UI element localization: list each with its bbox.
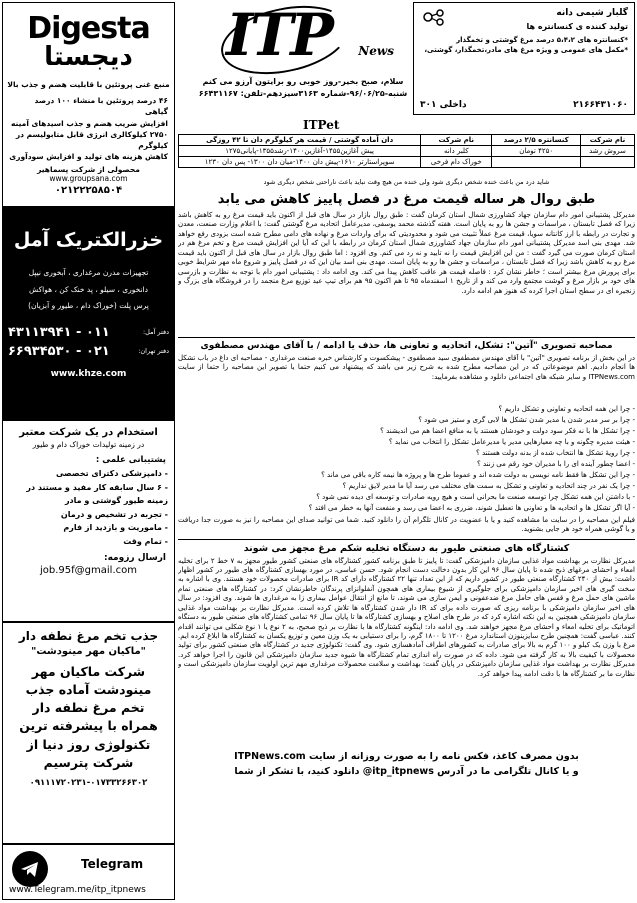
digesta-bullet: افزایش ضریب هضم و جذب اسیدهای آمینه xyxy=(11,118,168,128)
question-item: - چرا یک نفر در چند اتحادیه و تعاونی و تشکل به سمت های مختلف می رسد آیا ما مدیر لایق نداریم ؟ xyxy=(342,482,635,490)
telegram-link[interactable]: www.Telegram.me/itp_itpnews xyxy=(9,885,146,895)
job-subtitle: در زمینه تولیدات خوراک دام و طیور xyxy=(32,440,145,449)
khazar-line: پرس پلت (خوراک دام ، طیور و آبزیان) xyxy=(28,301,149,310)
sponsor-phone: ۲۱۶۶۴۳۱۰۶۰ xyxy=(573,100,628,110)
chemistry-icon xyxy=(422,7,448,27)
sponsor-title: تولید کننده ی کنسانتره ها xyxy=(526,21,628,31)
article1-headline: طبق روال هر ساله قیمت مرغ در فصل پاییز کاهش می یابد xyxy=(217,192,596,207)
job-item: - ۶ سال سابقه کار مفید و مستند در xyxy=(26,482,168,492)
seed-body-line: شرکت ماکیان مهر xyxy=(31,664,146,679)
khazar-line: دانخوری ، سیلو ، پد خنک کن ، هواکش xyxy=(29,284,148,294)
digesta-bullet: کاهش هزینه های تولید و افزایش سودآوری xyxy=(9,152,168,162)
article3-body: مدیرکل نظارت بر بهداشت مواد غذایی سازمان دامپزشکی گفت: تا پاییز تا طبق برنامه کشور کشتارگاه های صنعتی کشور طیور مجهز به ۷ خط ۲ برای تخلیه امعاء و احشای مرغهای ذبح شده تا پایان سال ۹۶ این کار بدون دخالت دست انجام شود. حسن عباسی، در مورد بهسازی کشتارگاه های طیور در کشور اظهار داشت: بیش از ۲۴۰ کشتارگاه صنعتی طیور در کشور داریم که از این تعداد تنها ۲۲ کشتارگاه دارای کد IR برای صادرات محصولات خود هستند. وی با اشاره به سخت گیری های اخیر سازمان دامپزشکی برای جلوگیری از شیوع بیماری های همچون آنفلوانزای پرندگان خاطرنشان کرد: در کشتارگاه های صنعتی تمام ماشین های حمل مرغ و قفس های حامل مرغ ضدعفونی و ایمن سازی می شوند، تا مانع از انتقال عوامل بیماری زا به مرغداری ها شوند. وی افزود: در سال های اخیر سازمان دامپزشکی با برنامه ریزی که صورت داده برای کد IR دار شدن کشتارگاه ها تلاش کرده است. مدیرکل نظارت بر بهداشت مواد غذایی سازمان دامپزشکی همچنین به این نکته اشاره کرد که در طرح های اصلاح و بهسازی کشتارگاه ها تا پایان سال ۹۶ تمامی کشتارگاه های صنعتی طیور به دستگاه اتوماتیک برای تخلیه امعاء و احشای مرغ مجهز خواهند شد. وی ادامه داد: اینگونه کشتارگاه ها با نظارت بر ذبح صحیح، به ۲ نوع یا ۱ نوع شکلی می توانند اقدام کنند. عباسی گفت: همچنین طرح سایزینوزن استاندارد مرغ ۱۲۰۰ تا ۱۸۰۰ گرم، را برای دستیابی به یک وزن معین و توزیع یکسان به کشتارگاه ها ابلاغ کرده ایم. مرغ با وزن یک کیلو و ۱۰۰ گرم به بالا برای صادرات به کشورهای اطراف آمادهسازی شود. وی گفت: تکنولوژی جدید در کشتارگاه های صنعتی کشور برای تولید محصولات با کیفیت بالا به کار گرفته می شود. داده که در صورت راه اندازی تمام کشتارگاه ها شیوه جدید سازمان دامپزشکی این قانون را اجرا خواهد کرد. مدیرکل نظارت بر بهداشت مواد غذایی سازمان دامپزشکی در پایان گفت: بهداشت و سلامت محصولات مرغداری مهم ترین اولویت سازمان دامپزشکی است و نظارت ما بر کشتارگاه ها با دقت ادامه پیدا خواهد کرد. xyxy=(178,556,635,678)
greeting-block xyxy=(198,76,408,99)
table-cell: پیش آغازین۱۴۵۵-آغازین۱۴۰۰-رشد۱۳۵۵-پایانی۱۲۷۵ xyxy=(179,146,421,157)
divider xyxy=(178,539,635,540)
khazar-title: خزرالکتریک آمل xyxy=(13,229,164,251)
sponsor-ext: داخلی ۳۰۱ xyxy=(420,100,467,110)
job-item: - دامپزشکی دکترای تخصصی xyxy=(55,469,168,478)
job-title: استخدام در یک شرکت معتبر xyxy=(19,427,158,438)
itpet-logo: ITPet xyxy=(303,118,340,132)
divider xyxy=(178,337,635,338)
footer-line-1: بدون مصرف کاغذ، فکس نامه را به صورت روزانه از سایت ITPNews.com xyxy=(234,750,579,762)
logo-subtext: News xyxy=(358,44,394,58)
seed-body-line: شرکت پترسیم xyxy=(43,754,134,770)
seed-phones: ۰۹۱۱۱۷۲۰۲۳۱-۰۱۷۳۳۲۶۶۳۰۲ xyxy=(29,777,148,788)
seed-body-line: تکنولوژی روز دنیا از xyxy=(26,736,151,752)
issue-line: شنبه-۹۶/۰۶/۲۵-شماره ۳۱۶۳سیزدهم-تلفن: ۶۶۴۳۱۱۶۷ xyxy=(198,88,408,98)
digesta-website[interactable]: www.groupsana.com xyxy=(49,173,128,183)
digesta-bullet: ۲۷۵۰ کیلوکالری انرژی قابل متابولیسم در کیلوگرم xyxy=(15,129,168,150)
article2-questions xyxy=(178,404,635,514)
job-email[interactable]: job.95f@gmail.com xyxy=(40,564,137,576)
table-cell: نام شرکت xyxy=(421,135,492,146)
sponsor-brand: گلبار شیمی دانه xyxy=(556,8,628,18)
job-item: - ماموریت و بازدید از فارم xyxy=(63,523,168,533)
table-note: شاید درد من باعث خنده شخص دیگری شود ولی خنده من هیچ وقت نباید باعث ناراحتی شخص دیگری شود xyxy=(263,178,550,186)
job-resume-label: ارسال رزومه: xyxy=(103,552,166,563)
table-cell xyxy=(581,157,635,168)
table-cell: خوراک دام فرخی xyxy=(421,157,492,168)
job-item: زمینه طیور گوشتی و مادر xyxy=(64,496,168,506)
footer-line-2: و یا کانال تلگرامی ما در آدرس itp_itpnews@ دانلود کنید، با تشکر از شما xyxy=(234,765,579,777)
sponsor-row: *کنسانتره های ۵،۴،۲ درصد مرغ گوشتی و تخمگذار xyxy=(456,35,628,44)
article2-headline: مصاحبه تصویری "آتین": تشکل، اتحادیه و تعاونی ها، حذف یا ادامه / با آقای مهندس مصطفوی xyxy=(200,341,613,351)
digesta-tagline: منبع غنی پروتئین با قابلیت هضم و جذب بالا xyxy=(7,80,170,89)
khazar-tehran-label: دفتر تهران: xyxy=(138,347,169,355)
table-cell: ۴۲۵۰ تومان xyxy=(492,146,581,157)
seed-body-line: مینودشت آماده جذب xyxy=(25,682,152,698)
itp-news-logo xyxy=(226,1,396,72)
job-ad xyxy=(2,420,175,622)
seed-body-line: همراه با پیشرفته ترین xyxy=(19,718,158,734)
article1-body: مدیرکل پشتیبانی امور دام سازمان جهاد کشاورزی شمال استان کرمان گفت : طبق روال بازار در سال های قبل از اکنون باید قیمت مرغ رو به کاهش باشد زیرا که فصل تابستان ، مراسمات و جشن ها رو به پایان است. هفته گذشته محمد یوسفی، مدیرعامل اتحادیه مرغ گوشتی گفت: با اعلام وزارت صنعت، معدن و تجارت در رابطه با ارز کانتانه سویا، قیمت مرغ عملاً تثبیت می شود و محدودیتی که برای واردات مرغ و نهاده های دامی مطرح شده است بزودی رفع خواهد شد. مهدی بنی اسد مدیرکل پشتیبانی امور دام سازمان جهاد کشاورزی شمال استان کرمان در رابطه با این که آیا این افزایش قیمت مرغ و تخم مرغ هم در استان کرمان صورت می گیرد گفت : من این افزایش قیمت را نه تایید و نه رد می کنم. وی افزود : اما طبق روال بازار در سال های قبل از اکنون باید قیمت مرغ رو به کاهش باشد زیرا که فصل تابستان ، مراسمات و جشن ها رو به پایان است. مهدی بنی اسد بیان این که در فصل پاییز و شروع ماه مهر شرایط خوبی برای پرورش مرغ بیشتر است ؛ خاطر نشان کرد : فاصله قیمت هر عاقب کاهش پیدا می کند. وی ادامه داد : پشتیبانی امور دام با توجه به نظارت و بازرسی های خود بر بازار مرغ و گوشت مجتمع وارد می کند و از تاریخ ۱ اسفندماه ۹۵ تا هم اکنون ۹۵ هم برای تیپ عید توزیع مرغ منجمد را در فروشگاه های بزرگ و زنجیره ای در سطح استان اجرا کرده که هنوز هم ادامه دارد. xyxy=(178,211,635,295)
table-cell: دان آماده گوشتی / قیمت هر کیلوگرم دان تا ۴۲ روزگی xyxy=(179,135,421,146)
digesta-ad xyxy=(2,2,175,207)
sponsor-row: *مکمل های عمومی و ویژه مرغ های مادر،تخمگذار، گوشتی، xyxy=(424,46,628,54)
price-table-section xyxy=(178,118,635,186)
khazar-ad xyxy=(2,207,175,420)
question-item: - اعضا چطور آینده ای را با مدیران خود رقم می زنند ؟ xyxy=(477,460,635,468)
job-support-label: پشتیبانی علمی : xyxy=(95,455,166,465)
table-cell: سروش رشد xyxy=(581,146,635,157)
question-item: - چرا رویهٔ تشکل ها انتخاب شده از بدنه دولت هستند ؟ xyxy=(476,449,635,457)
table-cell xyxy=(492,157,581,168)
seed-subtitle: "ماکیان مهر مینودشت" xyxy=(31,646,146,657)
question-item: - هیئت مدیره چگونه و با چه معیارهایی مدیر یا مدیرعامل تشکل را انتخاب می نماید ؟ xyxy=(388,438,635,446)
articles xyxy=(178,190,635,900)
digesta-logo-latin: Digesta xyxy=(27,11,150,46)
table-cell: سوپراستارتر ۱۶۱۰-پیش دان ۱۴۰۰-میان دان ۱۳۰۰- پس دان ۱۲۳۰ xyxy=(179,157,421,168)
khazar-line: تجهیزات مدرن مرغداری ، آبخوری نیپل xyxy=(28,268,149,277)
digesta-phone: ۰۲۱۲۲۲۵۸۵۰۴ xyxy=(54,184,123,196)
footer xyxy=(178,749,635,779)
question-item: - آیا اگر تشکل ها و اتحادیه ها و تعاونی ها تعطیل شوند، ضرری به اعضا می رسد و منفعت آنها به خطر می افتد ؟ xyxy=(308,504,635,512)
digesta-logo-persian: دیجستا xyxy=(44,42,133,72)
article3-headline: کشتارگاه های صنعتی طیور به دستگاه تخلیه شکم مرغ مجهز می شوند xyxy=(243,542,570,554)
sponsor-box xyxy=(413,2,635,115)
seed-body-line: تخم مرغ نطفه دار xyxy=(32,700,145,716)
table-cell: نام شرکت xyxy=(581,135,635,146)
question-item: - با داشتن این همه تشکل چرا توسعه صنعت ما بحرانی است و هیچ رویه صادرات و توسعه ای دیده نمی شود ؟ xyxy=(316,493,635,501)
telegram-icon xyxy=(12,851,48,887)
logo-text: ITP xyxy=(226,1,331,69)
price-table xyxy=(178,134,635,168)
khazar-amol-label: دفتر آمل: xyxy=(142,328,169,336)
article2-intro: در این بخش از برنامه تصویری "آتین" با آقای مهندس مصطفوی سید مصطفوی - پیشکسوت و کارشناس خبره صنعت مرغداری - مصاحبه ای داغ در باب تشکل ها انجام دادیم. اهم موضوعاتی که در این مصاحبه مطرح شده به شرح زیر می باشد که پیشنهاد می کنیم حتما یا تصویر این مصاحبه را حتما از سایت ITPNews.com و سایر شبکه های اجتماعی دانلود و مشاهده بفرمایید: xyxy=(178,354,635,381)
digesta-bullet: ۴۶ درصد پروتئین با منشاء ۱۰۰ درصد گیاهی xyxy=(34,96,168,117)
question-item: - چرا این تشکل ها فقط نامه نویسی به دولت شده اند و عموما طرح ها و پروژه ها نیمه کاره باقی می ماند ؟ xyxy=(321,471,635,479)
article2-outro: فیلم این مصاحبه را در سایت ما مشاهده کنید و یا با عضویت در کانال تلگرام آن را دانلود کنید. شما می توانید صدای این مصاحبه را نیز به صورت جدا دریافت و یا گوشی همراه خود هر جایی بشنوید. xyxy=(178,515,635,533)
question-item: - چرا تشکل ها با نه فکر سود دولت و خودشان هستند یا به منافع اعضا هم می اندیشند ؟ xyxy=(380,427,635,435)
table-cell: کنسانتره ۲/۵ درصد xyxy=(492,135,581,146)
header xyxy=(178,2,635,115)
question-item: - چرا این همه اتحادیه و تعاونی و تشکل داریم ؟ xyxy=(498,405,635,413)
left-ad-column xyxy=(2,2,175,900)
khazar-tehran-phone: ۰۲۱ - ۶۶۹۳۴۵۳۰ xyxy=(8,343,110,359)
khazar-website[interactable]: www.khze.com xyxy=(50,368,127,379)
job-item: - تمام وقت xyxy=(123,536,168,546)
telegram-ad xyxy=(2,844,175,900)
question-item: - چرا بر سر مدیر شدن یا مدیر شدن تشکل ها لابی گری و ستیز می شود ؟ xyxy=(418,416,635,424)
seed-egg-ad xyxy=(2,622,175,844)
table-cell: کلبر دانه xyxy=(421,146,492,157)
job-item: - تجربه در تشخیص و درمان xyxy=(60,509,168,519)
telegram-label: Telegram xyxy=(81,857,144,871)
khazar-amol-phone: ۰۱۱ - ۴۳۱۱۳۹۴۱ xyxy=(8,324,110,340)
greeting: سلام، صبح بخیر-روز خوبی رو برایتون آرزو می کنم xyxy=(202,77,404,86)
digesta-footer: محصولی از شرکت پسماهیر xyxy=(37,164,140,174)
seed-title: جذب تخم مرغ نطفه دار xyxy=(18,629,159,643)
